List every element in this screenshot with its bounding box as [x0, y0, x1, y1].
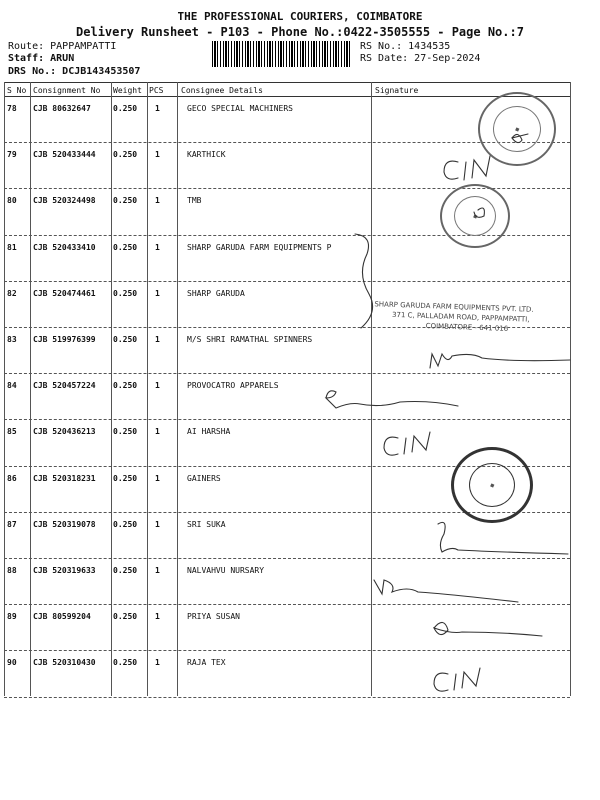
row-sno: 78 — [7, 104, 17, 113]
row-sno: 79 — [7, 150, 17, 160]
round-stamp-icon: ◆ — [478, 92, 556, 166]
route-label: Route: PAPPAMPATTI — [8, 41, 117, 52]
row-consignment: CJB 520324498 — [33, 196, 96, 206]
row-consignee: SHARP GARUDA — [187, 288, 245, 298]
row-pcs: 1 — [155, 566, 160, 575]
round-stamp-icon: ◆ — [440, 184, 510, 248]
row-consignment: CJB 520310430 — [33, 658, 96, 668]
row-weight: 0.250 — [113, 612, 138, 622]
row-consignee: GECO SPECIAL MACHINERS — [187, 104, 293, 113]
row-weight: 0.250 — [113, 196, 138, 206]
row-sno: 82 — [7, 288, 17, 298]
row-pcs: 1 — [155, 150, 160, 160]
row-sno: 86 — [7, 473, 17, 483]
row-consignment: CJB 80599204 — [33, 612, 91, 622]
header-signature: Signature — [375, 86, 419, 95]
row-consignee: SRI SUKA — [187, 519, 226, 529]
row-pcs: 1 — [155, 427, 160, 437]
row-weight: 0.250 — [113, 427, 138, 437]
row-sno: 89 — [7, 612, 17, 622]
row-sno: 81 — [7, 242, 17, 252]
row-weight: 0.250 — [113, 288, 138, 298]
rs-date: RS Date: 27-Sep-2024 — [360, 53, 481, 64]
row-consignment: CJB 520474461 — [33, 288, 96, 298]
row-weight: 0.250 — [113, 381, 138, 391]
row-consignee: RAJA TEX — [187, 658, 226, 668]
round-stamp-icon: ◆ — [451, 447, 533, 523]
row-consignment: CJB 520319078 — [33, 519, 96, 529]
header-consignment: Consignment No — [33, 86, 101, 95]
row-pcs: 1 — [155, 381, 160, 391]
row-pcs: 1 — [155, 104, 160, 113]
row-consignee: NALVAHVU NURSARY — [187, 566, 265, 575]
header-weight: Weight — [113, 86, 142, 95]
row-sno: 83 — [7, 335, 17, 344]
row-sno: 80 — [7, 196, 17, 206]
row-weight: 0.250 — [113, 519, 138, 529]
row-weight: 0.250 — [113, 242, 138, 252]
row-consignee: M/S SHRI RAMATHAL SPINNERS — [187, 335, 313, 344]
row-consignee: PROVOCATRO APPARELS — [187, 381, 279, 391]
row-sno: 84 — [7, 381, 17, 391]
row-weight: 0.250 — [113, 566, 138, 575]
row-pcs: 1 — [155, 658, 160, 668]
row-consignee: KARTHICK — [187, 150, 226, 160]
row-consignee: PRIYA SUSAN — [187, 612, 240, 622]
row-sno: 88 — [7, 566, 17, 575]
row-pcs: 1 — [155, 242, 160, 252]
row-consignee: TMB — [187, 196, 202, 206]
header-sno: S No — [7, 86, 27, 95]
row-weight: 0.250 — [113, 104, 138, 113]
row-weight: 0.250 — [113, 335, 138, 344]
row-weight: 0.250 — [113, 658, 138, 668]
company-stamp-line: 371 C, PALLADAM ROAD, PAPPAMPATTI, — [391, 310, 530, 324]
row-consignment: CJB 520457224 — [33, 381, 96, 391]
row-pcs: 1 — [155, 196, 160, 206]
drs-number: DRS No.: DCJB143453507 — [8, 66, 141, 77]
company-stamp-line: COIMBATORE - 641 016 — [425, 322, 509, 333]
row-weight: 0.250 — [113, 473, 138, 483]
rs-number: RS No.: 1434535 — [360, 41, 451, 52]
row-pcs: 1 — [155, 519, 160, 529]
row-pcs: 1 — [155, 335, 160, 344]
row-pcs: 1 — [155, 473, 160, 483]
row-sno: 87 — [7, 519, 17, 529]
row-consignment: CJB 520319633 — [33, 566, 96, 575]
header-consignee: Consignee Details — [181, 86, 263, 95]
row-consignment: CJB 520433444 — [33, 150, 96, 160]
row-pcs: 1 — [155, 288, 160, 298]
row-sno: 90 — [7, 658, 17, 668]
row-consignee: SHARP GARUDA FARM EQUIPMENTS P — [187, 242, 332, 252]
header-pcs: PCS — [149, 86, 164, 95]
row-pcs: 1 — [155, 612, 160, 622]
company-stamp-line: SHARP GARUDA FARM EQUIPMENTS PVT. LTD. — [374, 300, 534, 314]
row-consignment: CJB 520318231 — [33, 473, 96, 483]
company-title: THE PROFESSIONAL COURIERS, COIMBATORE — [177, 10, 423, 23]
row-consignment: CJB 519976399 — [33, 335, 96, 344]
row-consignment: CJB 80632647 — [33, 104, 91, 113]
row-consignment: CJB 520436213 — [33, 427, 96, 437]
staff-label: Staff: ARUN — [8, 53, 75, 64]
row-consignee: AI HARSHA — [187, 427, 231, 437]
row-weight: 0.250 — [113, 150, 138, 160]
row-consignment: CJB 520433410 — [33, 242, 96, 252]
row-sno: 85 — [7, 427, 17, 437]
runsheet-subtitle: Delivery Runsheet - P103 - Phone No.:0422-3505555 - Page No.:7 — [76, 25, 524, 39]
row-consignee: GAINERS — [187, 473, 221, 483]
